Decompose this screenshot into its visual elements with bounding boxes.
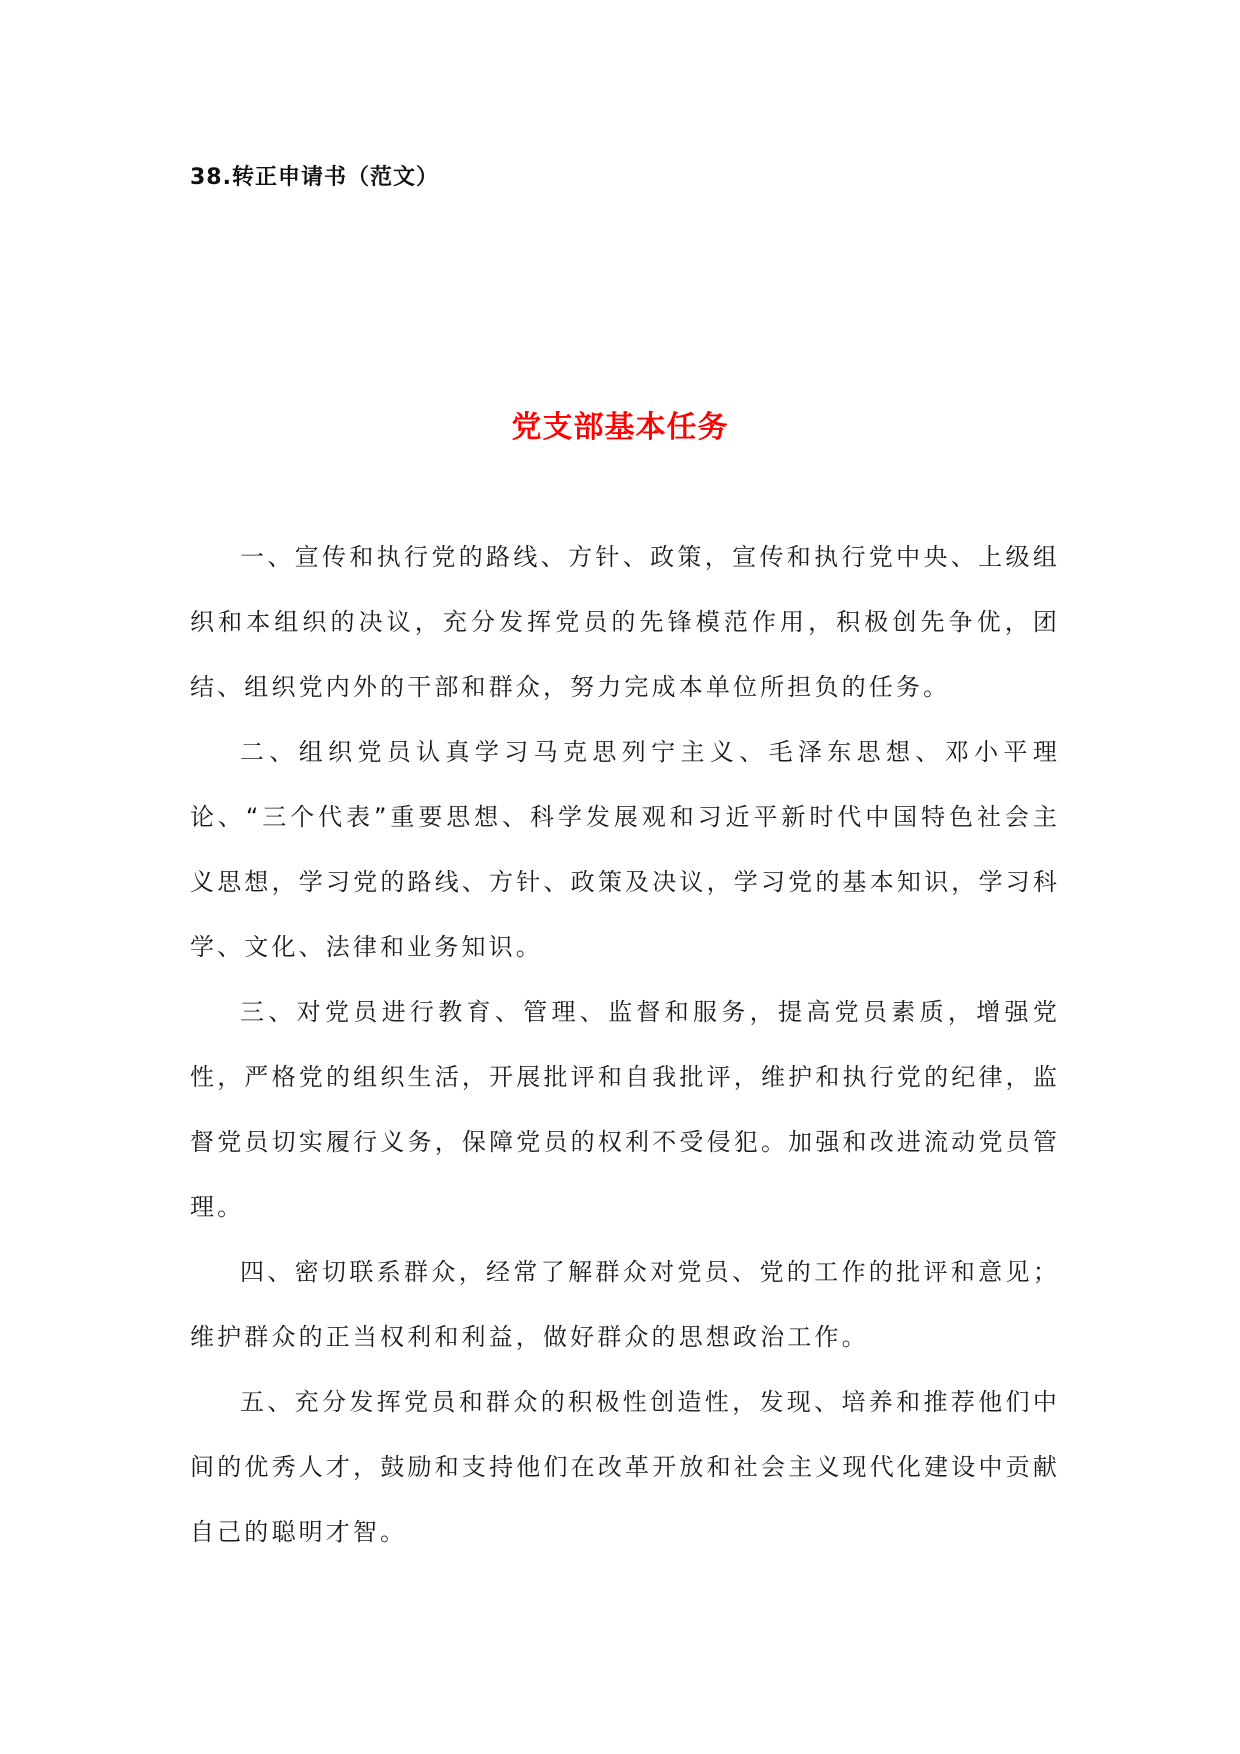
document-title: 党支部基本任务: [511, 410, 729, 445]
document-heading: 38.转正申请书（范文）: [190, 165, 439, 190]
paragraph-3: 三、对党员进行教育、管理、监督和服务，提高党员素质，增强党性，严格党的组织生活，开展批评和自我批评，维护和执行党的纪律，监督党员切实履行义务，保障党员的权利不受侵犯。加强和改进流动党员管理。: [190, 998, 1060, 1221]
paragraph-2: 二、组织党员认真学习马克思列宁主义、毛泽东思想、邓小平理论、“三个代表”重要思想、科学发展观和习近平新时代中国特色社会主义思想，学习党的路线、方针、政策及决议，学习党的基本知识，学习科学、文化、法律和业务知识。: [190, 738, 1060, 961]
paragraph-5: 五、充分发挥党员和群众的积极性创造性，发现、培养和推荐他们中间的优秀人才，鼓励和支持他们在改革开放和社会主义现代化建设中贡献自己的聪明才智。: [190, 1388, 1060, 1546]
paragraph-4: 四、密切联系群众，经常了解群众对党员、党的工作的批评和意见；维护群众的正当权利和利益，做好群众的思想政治工作。: [190, 1258, 1060, 1351]
document-body: [190, 525, 1060, 1565]
paragraph-1: 一、宣传和执行党的路线、方针、政策，宣传和执行党中央、上级组织和本组织的决议，充分发挥党员的先锋模范作用，积极创先争优，团结、组织党内外的干部和群众，努力完成本单位所担负的任务。: [190, 543, 1060, 701]
